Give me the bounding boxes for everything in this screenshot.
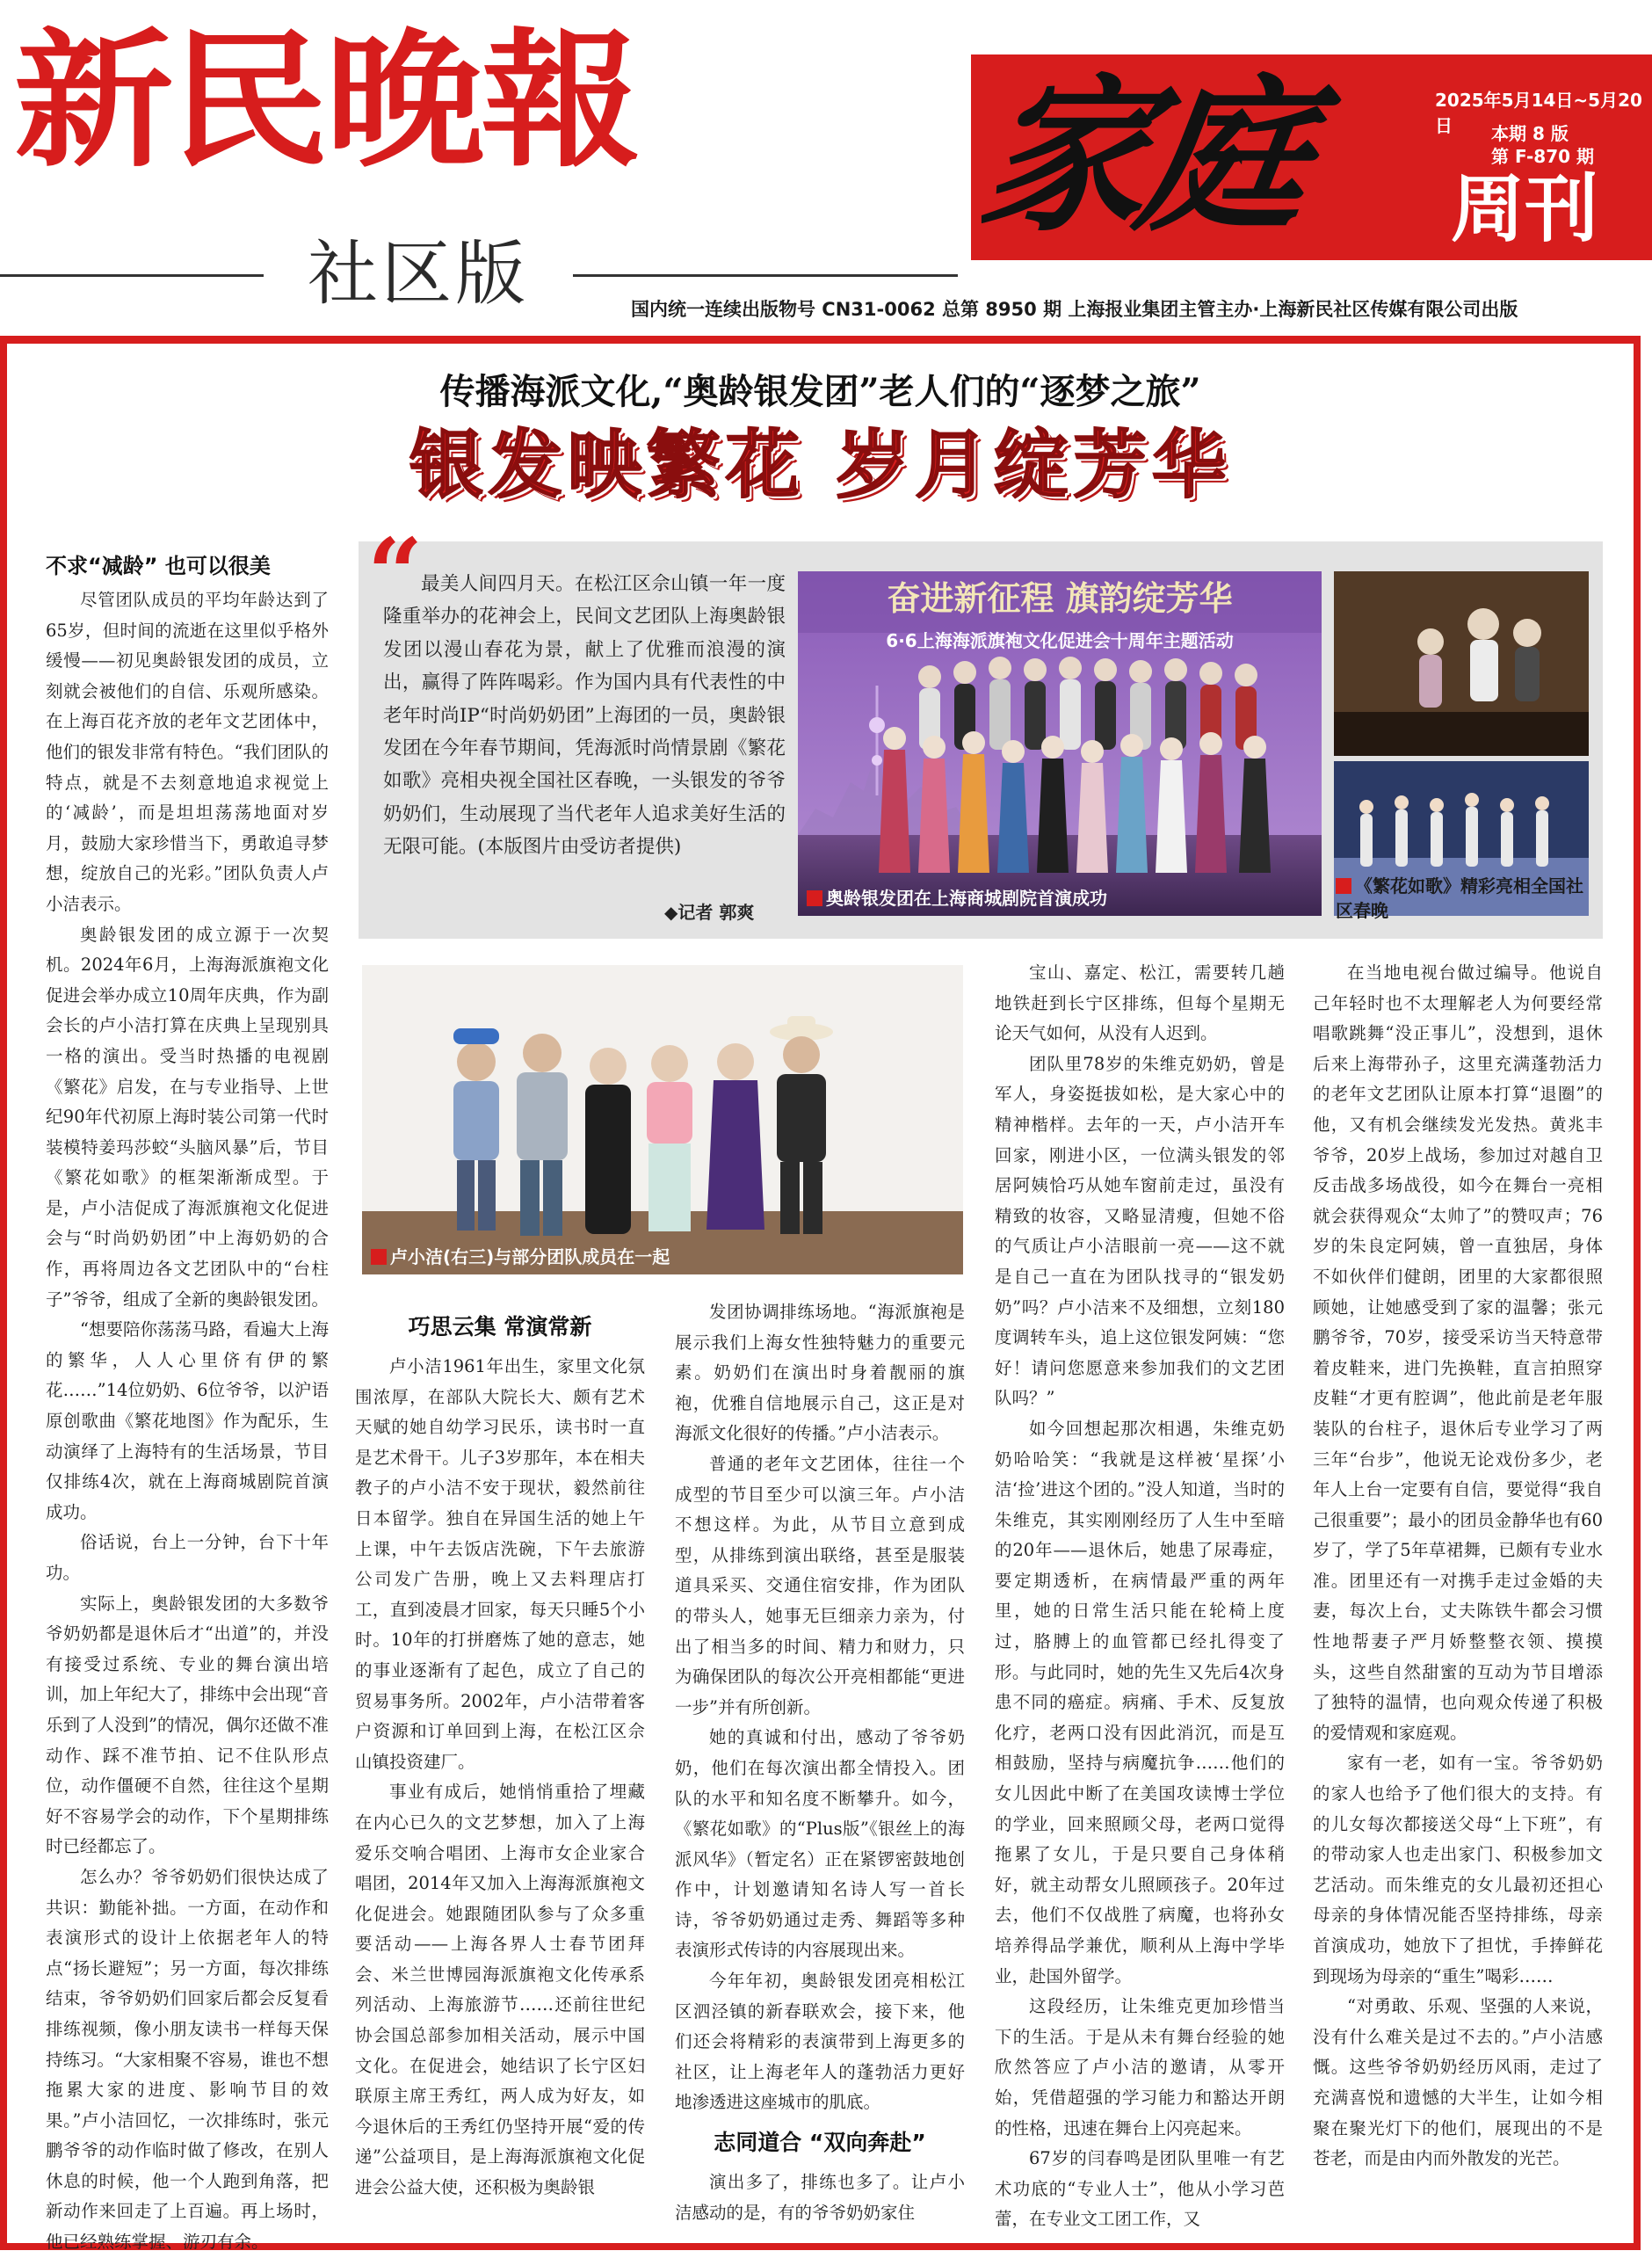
subhead-1: 不求“减龄” 也可以很美: [46, 554, 271, 578]
paragraph: 家有一老，如有一宝。爷爷奶奶的家人也给予了他们很大的支持。有的儿女每次都接送父母“上下班”，有的带动家人也走出家门、积极参加文艺活动。而朱维克的女儿最初还担心母亲的身体情况能否坚持排练，母亲首演成功，她放下了担忧，手捧鲜花到现场为母亲的“重生”喝彩……: [1313, 1753, 1603, 1986]
paragraph: 怎么办？爷爷奶奶们很快达成了共识：勤能补拙。一方面，在动作和表演形式的设计上依据老年人的特点“扬长避短”；另一方面，每次排练结束，爷爷奶奶们回家后都会反复看排练视频，像小朋友读书一样每天保持练习。“大家相聚不容易，谁也不想拖累大家的进度、影响节目的效果。”卢小洁回忆，一次排练时，张元鹏爷爷的动作临时做了修改，在别人休息的时候，他一个人跑到角落，把新动作来回走了上百遍。再上场时，他已经熟练掌握、游刃有余。: [46, 1866, 329, 2253]
paragraph: “对勇敢、乐观、坚强的人来说，没有什么难关是过不去的。”卢小洁感慨。这些爷爷奶奶经历风雨，走过了充满喜悦和遗憾的大半生，让如今相聚在聚光灯下的他们，展现出的不是苍老，而是由内而外散发的光芒。: [1313, 1996, 1603, 2169]
paragraph: 在当地电视台做过编导。他说自己年轻时也不太理解老人为何要经常唱歌跳舞“没正事儿”，没想到，退休后来上海带孙子，这里充满蓬勃活力的老年文艺团队让原本打算“退圈”的他，又有机会继续发光发热。黄兆丰爷爷，20岁上战场，参加过对越自卫反击战多场战役，如今在舞台一亮相就会获得观众“太帅了”的赞叹声；76岁的朱良定阿姨，曾一直独居，身体不如伙伴们健朗，团里的大家都很照顾她，让她感受到了家的温馨；张元鹏爷爷，70岁，接受采访当天特意带着皮鞋来，进门先换鞋，直言拍照穿皮鞋“才更有腔调”，他此前是老年服装队的台柱子，退休后专业学习了两三年“台步”，他说无论戏份多少，老年人上台一定要有自信，要觉得“我自己很重要”；最小的团员金静华也有60岁了，学了5年草裙舞，已颇有专业水准。团里还有一对携手走过金婚的夫妻，每次上台，丈夫陈铁牛都会习惯性地帮妻子严月娇整整衣领、摸摸头，这些自然甜蜜的互动为节目增添了独特的温情，也向观众传递了积极的爱情观和家庭观。: [1313, 962, 1603, 1743]
subhead-3: 志同道合 “双向奔赴”: [714, 2130, 926, 2156]
article-headline: 银发映繁花 岁月绽芳华: [409, 422, 1232, 508]
paragraph: 普通的老年文艺团体，往往一个成型的节目至少可以演三年。卢小洁不想这样。为此，从节目立意到成型，从排练到演出联络，甚至是服装道具采买、交通住宿安排，作为团队的带头人，她事无巨细亲力亲为，付出了相当多的时间、精力和财力，只为确保团队的每次公开亮相都能“更进一步”并有所创新。: [675, 1453, 965, 1717]
caption-gala-text: 《繁花如歌》精彩亮相全国社区春晚: [1336, 875, 1583, 921]
byline: ◆记者 郭爽: [664, 902, 755, 923]
paragraph: 事业有成后，她悄悄重拾了埋藏在内心已久的文艺梦想，加入了上海爱乐交响合唱团、上海市女企业家合唱团，2014年又加入上海海派旗袍文化促进会。她跟随团队参与了众多重要活动——上海各界人士春节团拜会、米兰世博园海派旗袍文化传承系列活动、上海旅游节……还前往世纪协会国总部参加相关活动，展示中国文化。在促进会，她结识了长宁区妇联原主席王秀红，两人成为好友，如今退休后的王秀红仍坚持开展“爱的传递”公益项目，是上海海派旗袍文化促进会公益大使，还积极为奥龄银: [355, 1782, 645, 2198]
edition-tag: 社区版: [264, 230, 573, 318]
paragraph: 发团协调排练场地。“海派旗袍是展示我们上海女性独特魅力的重要元素。奶奶们在演出时身着靓丽的旗袍，优雅自信地展示自己，这正是对海派文化很好的传播。”卢小洁表示。: [675, 1302, 965, 1444]
paragraph: 奥龄银发团的成立源于一次契机。2024年6月，上海海派旗袍文化促进会举办成立10周年庆典，作为副会长的卢小洁打算在庆典上呈现别具一格的演出。受当时热播的电视剧《繁花》启发，在与专业指导、上世纪90年代初原上海时装公司第一代时装模特姜玛莎蛟“头脑风暴”后，节目《繁花如歌》的框架渐渐成型。于是，卢小洁促成了海派旗袍文化促进会与“时尚奶奶团”中上海奶奶的合作，再将周边各文艺团队中的“台柱子”爷爷，组成了全新的奥龄银发团。: [46, 924, 329, 1310]
lead-paragraph: [383, 568, 786, 902]
issue-number: 第 F-870 期: [1491, 146, 1595, 167]
paragraph: 卢小洁1961年出生，家里文化氛围浓厚，在部队大院长大、颇有艺术天赋的她自幼学习民乐，读书时一直是艺术骨干。儿子3岁那年，本在相夫教子的卢小洁不安于现状，毅然前往日本留学。独自在异国生活的她上午上课，中午去饭店洗碗，下午去旅游公司发广告册，晚上又去料理店打工，直到凌晨才回家，每天只睡5个小时。10年的打拼磨炼了她的意志，她的事业逐渐有了起色，成立了自己的贸易事务所。2002年，卢小洁带着客户资源和订单回到上海，在松江区佘山镇投资建厂。: [355, 1356, 645, 1772]
paragraph: 这段经历，让朱维克更加珍惜当下的生活。于是从未有舞台经验的她欣然答应了卢小洁的邀请，从零开始，凭借超强的学习能力和豁达开朗的性格，迅速在舞台上闪亮起来。: [995, 1996, 1285, 2138]
stage-sub-banner-text: 6·6上海海派旗袍文化促进会十周年主题活动: [886, 630, 1234, 651]
subhead-2: 巧思云集 常演常新: [408, 1314, 592, 1340]
paragraph: 她的真诚和付出，感动了爷爷奶奶，他们在每次演出都全情投入。团队的水平和知名度不断攀升。如今，《繁花如歌》的“Plus版”《银丝上的海派风华》（暂定名）正在紧锣密鼓地创作中，计划邀请知名诗人写一首长诗，爷爷奶奶通过走秀、舞蹈等多种表演形式传诗的内容展现出来。: [675, 1727, 965, 1961]
caption-group-members: [371, 1245, 670, 1269]
paragraph: 67岁的闫春鸣是团队里唯一有艺术功底的“专业人士”，他从小学习芭蕾，在专业文工团工作，又: [995, 2148, 1285, 2230]
paragraph: “想要陪你荡荡马路，看遍大上海的繁华，人人心里侪有伊的繁花……”14位奶奶、6位爷爷，以沪语原创歌曲《繁花地图》作为配乐，生动演绎了上海特有的生活场景，节目仅排练4次，就在上海商城剧院首演成功。: [46, 1319, 329, 1522]
gala-top-illustration: [1334, 571, 1589, 756]
caption-marker: [371, 1249, 387, 1265]
paragraph: 俗话说，台上一分钟，台下十年功。: [46, 1532, 329, 1583]
caption-spring-gala: [1336, 874, 1596, 923]
column-3: [675, 1297, 965, 2223]
column-1: [46, 547, 329, 2253]
photo-spring-gala-top: [1334, 571, 1589, 756]
paragraph: 实际上，奥龄银发团的大多数爷爷奶奶都是退休后才“出道”的，并没有接受过系统、专业的舞台演出培训，加上年纪大了，排练中会出现“音乐到了人没到”的情况，偶尔还做不准动作、踩不准节拍、记不住队形点位，动作僵硬不自然，往往这个星期好不容易学会的动作，下个星期排练时已经都忘了。: [46, 1593, 329, 1857]
caption-marker: [807, 890, 822, 906]
paragraph: 团队里78岁的朱维克奶奶，曾是军人，身姿挺拔如松，是大家心中的精神楷样。去年的一天，卢小洁开车回家，刚进小区，一位满头银发的邻居阿姨恰巧从她车窗前走过，虽没有精致的妆容，又略显清瘦，但她不俗的气质让卢小洁眼前一亮——这不就是自己一直在为团队找寻的“银发奶奶”吗？卢小洁来不及细想，立刻180度调转车头，追上这位银发阿姨：“您好！请问您愿意来参加我们的文艺团队吗？”: [995, 1053, 1285, 1409]
quote-mark-icon: “: [367, 517, 424, 630]
stage-banner-text: 奋进新征程 旗韵绽芳华: [887, 579, 1233, 618]
section-banner: [971, 54, 1652, 260]
group-photo-illustration: [362, 965, 963, 1274]
caption-marker: [1336, 878, 1351, 894]
column-4: [995, 958, 1285, 2230]
lead-text: 最美人间四月天。在松江区佘山镇一年一度隆重举办的花神会上，民间文艺团队上海奥龄银发团以漫山春花为景，献上了优雅而浪漫的演出，赢得了阵阵喝彩。作为国内具有代表性的中老年时尚IP“时尚奶奶团”上海团的一员，奥龄银发团在今年春节期间，凭海派时尚情景剧《繁花如歌》亮相央视全国社区春晚，一头银发的爷爷奶奶们，生动展现了当代老年人追求美好生活的无限可能。(本版图片由受访者提供): [383, 573, 786, 859]
photo-group-members: [362, 965, 963, 1274]
caption-stage-text: 奥龄银发团在上海商城剧院首演成功: [826, 888, 1107, 909]
caption-group-text: 卢小洁(右三)与部分团队成员在一起: [390, 1246, 670, 1267]
newspaper-title: 新民晚報: [14, 13, 637, 187]
column-2: [355, 1303, 645, 2204]
paragraph: 如今回想起那次相遇，朱维克奶奶哈哈笑：“我就是这样被‘星探’小洁‘捡’进这个团的。”没人知道，当时的朱维克，其实刚刚经历了人生中至暗的20年——退休后，她患了尿毒症，要定期透析，在病情最严重的两年里，她的日常生活只能在轮椅上度过，胳膊上的血管都已经扎得变了形。与此同时，她的先生又先后4次身患不同的癌症。病痛、手术、反复放化疗，老两口没有因此消沉，而是互相鼓励，坚持与病魔抗争……他们的女儿因此中断了在美国攻读博士学位的学业，回来照顾父母，老两口觉得拖累了女儿，于是只要自己身体稍好，就主动帮女儿照顾孩子。20年过去，他们不仅战胜了病魔，也将孙女培养得品学兼优，顺利从上海中学毕业，赴国外留学。: [995, 1418, 1285, 1986]
section-calligraphy: 家庭: [969, 58, 1314, 254]
paragraph: 演出多了，排练也多了。让卢小洁感动的是，有的爷爷奶奶家住: [675, 2172, 965, 2223]
paragraph: 今年年初，奥龄银发团亮相松江区泗泾镇的新春联欢会，接下来，他们还会将精彩的表演带到上海更多的社区，让上海老年人的蓬勃活力更好地渗透进这座城市的肌底。: [675, 1971, 965, 2113]
page-count: 本期 8 版: [1491, 123, 1569, 144]
column-5: [1313, 958, 1603, 2204]
issue-date-range: 2025年5月14日~5月20日: [1435, 90, 1642, 136]
section-suffix: 周刊: [1451, 166, 1599, 252]
caption-stage-performance: [807, 886, 1107, 911]
stage-photo-illustration: [798, 571, 1322, 916]
article-kicker: 传播海派文化,“奥龄银发团”老人们的“逐梦之旅”: [439, 371, 1201, 412]
publication-info: 国内统一连续出版物号 CN31-0062 总第 8950 期 上海报业集团主管主办·上海新民社区传媒有限公司出版: [631, 299, 1518, 320]
paragraph: 尽管团队成员的平均年龄达到了65岁，但时间的流逝在这里似乎格外缓慢——初见奥龄银发团的成员，立刻就会被他们的自信、乐观所感染。在上海百花齐放的老年文艺团体中，他们的银发非常有特色。“我们团队的特点，就是不去刻意地追求视觉上的‘减龄’，而是坦坦荡荡地面对岁月，鼓励大家珍惜当下，勇敢追寻梦想，绽放自己的光彩。”团队负责人卢小洁表示。: [46, 590, 329, 914]
photo-stage-performance: [798, 571, 1322, 916]
paragraph: 宝山、嘉定、松江，需要转几趟地铁赶到长宁区排练，但每个星期无论天气如何，从没有人迟到。: [995, 962, 1285, 1044]
